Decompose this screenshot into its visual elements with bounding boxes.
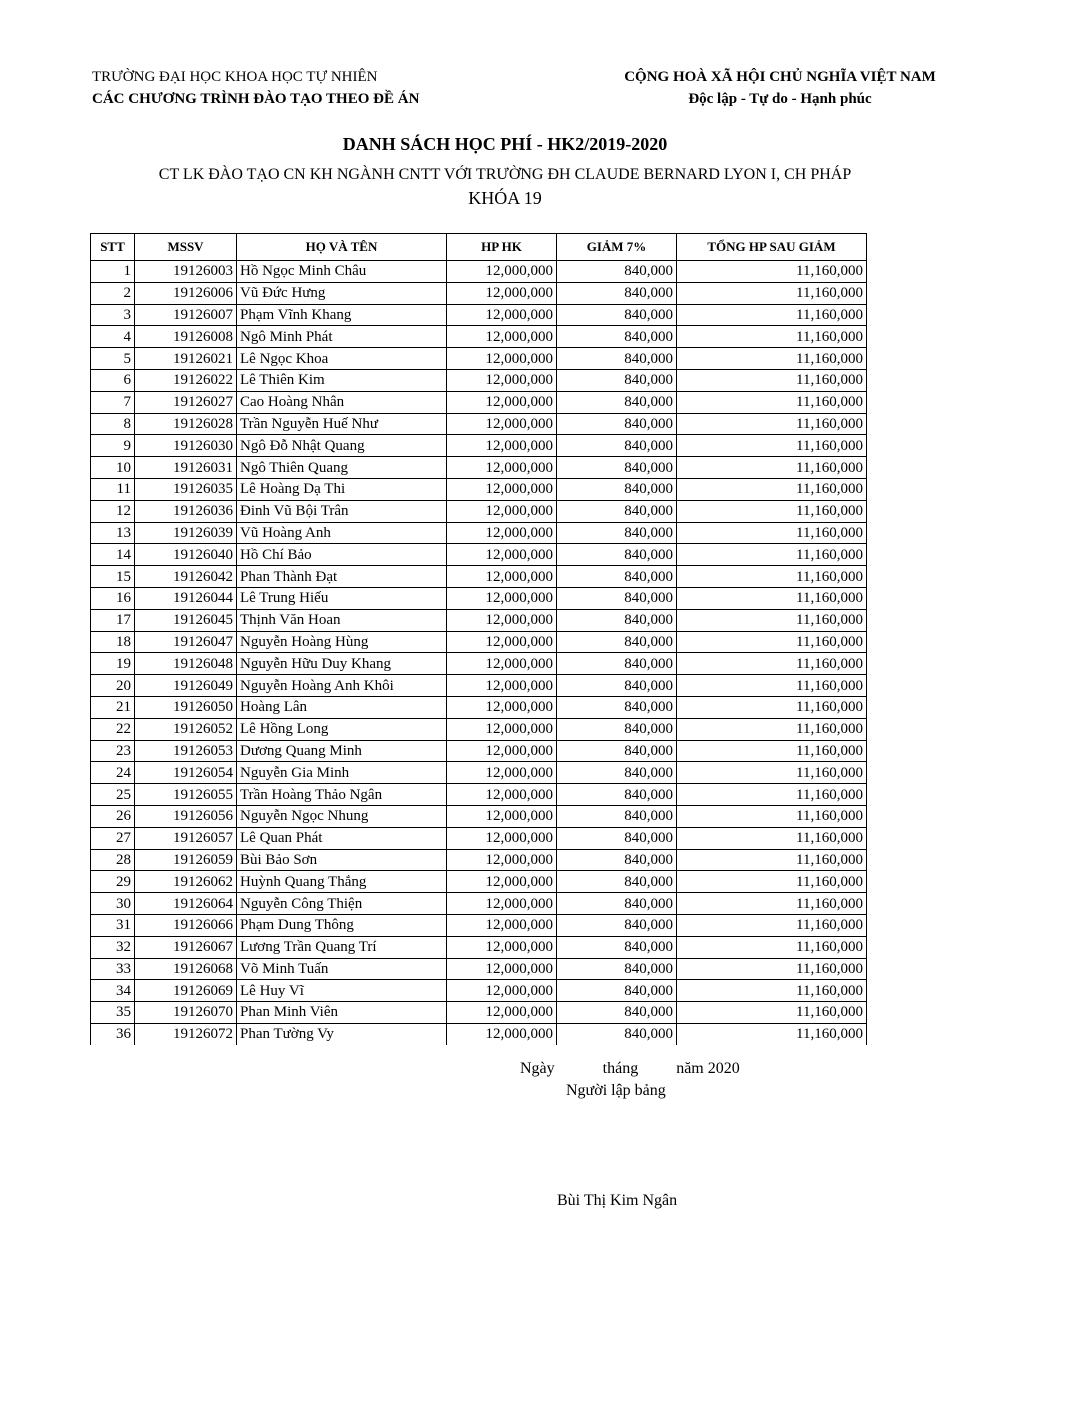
- cell-mssv: 19126049: [135, 675, 237, 697]
- table-row: [91, 457, 867, 479]
- table-row: [91, 566, 867, 588]
- document-subtitle: CT LK ĐÀO TẠO CN KH NGÀNH CNTT VỚI TRƯỜNG ĐH CLAUDE BERNARD LYON I, CH PHÁP: [158, 166, 852, 183]
- cell-fee: 12,000,000: [447, 261, 557, 283]
- cell-fee: 12,000,000: [447, 849, 557, 871]
- cell-mssv: 19126047: [135, 631, 237, 653]
- program-name: CÁC CHƯƠNG TRÌNH ĐÀO TẠO THEO ĐỀ ÁN: [92, 91, 420, 107]
- cell-total: 11,160,000: [677, 936, 867, 958]
- cell-name: Ngô Minh Phát: [237, 326, 447, 348]
- cell-discount: 840,000: [557, 1002, 677, 1024]
- cell-discount: 840,000: [557, 805, 677, 827]
- cell-fee: 12,000,000: [447, 413, 557, 435]
- cell-name: Nguyễn Gia Minh: [237, 762, 447, 784]
- cell-fee: 12,000,000: [447, 500, 557, 522]
- cell-discount: 840,000: [557, 827, 677, 849]
- cell-mssv: 19126057: [135, 827, 237, 849]
- cell-mssv: 19126066: [135, 914, 237, 936]
- country-name: CỘNG HOÀ XÃ HỘI CHỦ NGHĨA VIỆT NAM: [624, 69, 936, 85]
- motto: Độc lập - Tự do - Hạnh phúc: [688, 91, 872, 107]
- cell-mssv: 19126067: [135, 936, 237, 958]
- cell-mssv: 19126003: [135, 261, 237, 283]
- cell-name: Hoàng Lân: [237, 696, 447, 718]
- cell-name: Ngô Đỗ Nhật Quang: [237, 435, 447, 457]
- cell-fee: 12,000,000: [447, 914, 557, 936]
- table-row: [91, 740, 867, 762]
- cell-stt: 18: [91, 631, 135, 653]
- cell-name: Lương Trần Quang Trí: [237, 936, 447, 958]
- cell-fee: 12,000,000: [447, 631, 557, 653]
- cell-stt: 3: [91, 304, 135, 326]
- cell-discount: 840,000: [557, 631, 677, 653]
- cell-total: 11,160,000: [677, 282, 867, 304]
- table-row: [91, 391, 867, 413]
- cell-stt: 22: [91, 718, 135, 740]
- cell-fee: 12,000,000: [447, 544, 557, 566]
- cell-name: Võ Minh Tuấn: [237, 958, 447, 980]
- cell-discount: 840,000: [557, 958, 677, 980]
- cell-name: Lê Thiên Kim: [237, 369, 447, 391]
- cell-discount: 840,000: [557, 457, 677, 479]
- cell-total: 11,160,000: [677, 805, 867, 827]
- cell-stt: 30: [91, 893, 135, 915]
- table-row: [91, 762, 867, 784]
- cell-fee: 12,000,000: [447, 457, 557, 479]
- cell-name: Phan Minh Viên: [237, 1002, 447, 1024]
- cell-mssv: 19126030: [135, 435, 237, 457]
- cell-fee: 12,000,000: [447, 566, 557, 588]
- table-row: [91, 849, 867, 871]
- cell-stt: 29: [91, 871, 135, 893]
- cell-name: Bùi Bảo Sơn: [237, 849, 447, 871]
- cell-stt: 1: [91, 261, 135, 283]
- university-name: TRƯỜNG ĐẠI HỌC KHOA HỌC TỰ NHIÊN: [92, 69, 378, 85]
- cell-mssv: 19126006: [135, 282, 237, 304]
- cell-stt: 27: [91, 827, 135, 849]
- cell-total: 11,160,000: [677, 871, 867, 893]
- table-row: [91, 1023, 867, 1044]
- table-row: [91, 631, 867, 653]
- cell-discount: 840,000: [557, 696, 677, 718]
- cell-stt: 11: [91, 478, 135, 500]
- cell-name: Hồ Chí Bảo: [237, 544, 447, 566]
- cell-stt: 9: [91, 435, 135, 457]
- cell-total: 11,160,000: [677, 566, 867, 588]
- cell-name: Lê Ngọc Khoa: [237, 348, 447, 370]
- cell-discount: 840,000: [557, 980, 677, 1002]
- cell-fee: 12,000,000: [447, 587, 557, 609]
- table-row: [91, 326, 867, 348]
- cell-total: 11,160,000: [677, 413, 867, 435]
- cell-stt: 13: [91, 522, 135, 544]
- cell-total: 11,160,000: [677, 675, 867, 697]
- cell-discount: 840,000: [557, 261, 677, 283]
- signer-name: Bùi Thị Kim Ngân: [557, 1192, 678, 1209]
- cell-name: Thịnh Văn Hoan: [237, 609, 447, 631]
- cell-discount: 840,000: [557, 675, 677, 697]
- table-row: [91, 261, 867, 283]
- table-row: [91, 587, 867, 609]
- cell-mssv: 19126052: [135, 718, 237, 740]
- cell-name: Phan Thành Đạt: [237, 566, 447, 588]
- cell-fee: 12,000,000: [447, 936, 557, 958]
- cell-name: Lê Hoàng Dạ Thi: [237, 478, 447, 500]
- header-right: [560, 66, 1000, 110]
- cell-discount: 840,000: [557, 304, 677, 326]
- table-row: [91, 522, 867, 544]
- cell-name: Đinh Vũ Bội Trân: [237, 500, 447, 522]
- table-row: [91, 348, 867, 370]
- cell-fee: 12,000,000: [447, 805, 557, 827]
- cell-discount: 840,000: [557, 522, 677, 544]
- cell-discount: 840,000: [557, 609, 677, 631]
- year-label: năm 2020: [676, 1060, 740, 1077]
- cell-fee: 12,000,000: [447, 827, 557, 849]
- cell-stt: 25: [91, 784, 135, 806]
- cell-fee: 12,000,000: [447, 435, 557, 457]
- cell-mssv: 19126039: [135, 522, 237, 544]
- table-row: [91, 980, 867, 1002]
- cell-mssv: 19126064: [135, 893, 237, 915]
- col-header-stt: STT: [91, 234, 135, 261]
- cell-name: Phan Tường Vy: [237, 1023, 447, 1044]
- cell-fee: 12,000,000: [447, 369, 557, 391]
- cell-fee: 12,000,000: [447, 478, 557, 500]
- table-row: [91, 1002, 867, 1024]
- cell-total: 11,160,000: [677, 893, 867, 915]
- cell-total: 11,160,000: [677, 609, 867, 631]
- cell-stt: 26: [91, 805, 135, 827]
- table-row: [91, 413, 867, 435]
- cell-fee: 12,000,000: [447, 893, 557, 915]
- table-row: [91, 718, 867, 740]
- cell-name: Vũ Đức Hưng: [237, 282, 447, 304]
- table-row: [91, 544, 867, 566]
- cell-discount: 840,000: [557, 653, 677, 675]
- cell-fee: 12,000,000: [447, 1002, 557, 1024]
- cell-discount: 840,000: [557, 566, 677, 588]
- cell-name: Lê Huy Vĩ: [237, 980, 447, 1002]
- cell-discount: 840,000: [557, 871, 677, 893]
- cell-total: 11,160,000: [677, 827, 867, 849]
- cell-fee: 12,000,000: [447, 609, 557, 631]
- cell-total: 11,160,000: [677, 914, 867, 936]
- cell-total: 11,160,000: [677, 718, 867, 740]
- cell-stt: 16: [91, 587, 135, 609]
- cell-fee: 12,000,000: [447, 784, 557, 806]
- table-row: [91, 893, 867, 915]
- header-left: [92, 66, 532, 110]
- cell-stt: 17: [91, 609, 135, 631]
- cell-discount: 840,000: [557, 936, 677, 958]
- table-row: [91, 435, 867, 457]
- cell-stt: 2: [91, 282, 135, 304]
- cell-total: 11,160,000: [677, 457, 867, 479]
- cell-discount: 840,000: [557, 413, 677, 435]
- cell-total: 11,160,000: [677, 762, 867, 784]
- col-header-fee: HP HK: [447, 234, 557, 261]
- cell-mssv: 19126070: [135, 1002, 237, 1024]
- cell-name: Nguyễn Ngọc Nhung: [237, 805, 447, 827]
- cell-name: Dương Quang Minh: [237, 740, 447, 762]
- cell-mssv: 19126042: [135, 566, 237, 588]
- cell-discount: 840,000: [557, 348, 677, 370]
- cell-total: 11,160,000: [677, 653, 867, 675]
- cell-discount: 840,000: [557, 1023, 677, 1044]
- cell-fee: 12,000,000: [447, 718, 557, 740]
- cell-mssv: 19126062: [135, 871, 237, 893]
- cell-stt: 19: [91, 653, 135, 675]
- cell-total: 11,160,000: [677, 478, 867, 500]
- cell-mssv: 19126028: [135, 413, 237, 435]
- cell-name: Cao Hoàng Nhân: [237, 391, 447, 413]
- col-header-name: HỌ VÀ TÊN: [237, 234, 447, 261]
- cell-mssv: 19126035: [135, 478, 237, 500]
- cell-discount: 840,000: [557, 893, 677, 915]
- cell-stt: 4: [91, 326, 135, 348]
- cell-stt: 10: [91, 457, 135, 479]
- table-row: [91, 304, 867, 326]
- cell-discount: 840,000: [557, 784, 677, 806]
- cell-name: Lê Trung Hiếu: [237, 587, 447, 609]
- cell-mssv: 19126069: [135, 980, 237, 1002]
- cell-mssv: 19126054: [135, 762, 237, 784]
- cell-discount: 840,000: [557, 435, 677, 457]
- cell-total: 11,160,000: [677, 391, 867, 413]
- cell-fee: 12,000,000: [447, 326, 557, 348]
- table-row: [91, 958, 867, 980]
- cell-mssv: 19126021: [135, 348, 237, 370]
- table-row: [91, 784, 867, 806]
- cell-mssv: 19126059: [135, 849, 237, 871]
- cell-total: 11,160,000: [677, 1002, 867, 1024]
- table-row: [91, 871, 867, 893]
- cell-discount: 840,000: [557, 914, 677, 936]
- cell-total: 11,160,000: [677, 1023, 867, 1044]
- cell-mssv: 19126044: [135, 587, 237, 609]
- cell-total: 11,160,000: [677, 348, 867, 370]
- cell-mssv: 19126036: [135, 500, 237, 522]
- cell-total: 11,160,000: [677, 369, 867, 391]
- cell-total: 11,160,000: [677, 784, 867, 806]
- cell-fee: 12,000,000: [447, 304, 557, 326]
- table-row: [91, 282, 867, 304]
- table-row: [91, 609, 867, 631]
- cell-mssv: 19126050: [135, 696, 237, 718]
- cell-total: 11,160,000: [677, 261, 867, 283]
- table-row: [91, 500, 867, 522]
- cell-name: Phạm Vĩnh Khang: [237, 304, 447, 326]
- cell-fee: 12,000,000: [447, 522, 557, 544]
- cell-total: 11,160,000: [677, 696, 867, 718]
- cell-discount: 840,000: [557, 718, 677, 740]
- cell-stt: 15: [91, 566, 135, 588]
- cell-name: Lê Quan Phát: [237, 827, 447, 849]
- cell-name: Ngô Thiên Quang: [237, 457, 447, 479]
- cell-stt: 34: [91, 980, 135, 1002]
- table-row: [91, 827, 867, 849]
- cell-discount: 840,000: [557, 762, 677, 784]
- col-header-mssv: MSSV: [135, 234, 237, 261]
- cell-stt: 24: [91, 762, 135, 784]
- day-label: Ngày: [520, 1060, 555, 1077]
- col-header-discount: GIẢM 7%: [557, 234, 677, 261]
- cell-fee: 12,000,000: [447, 653, 557, 675]
- cell-total: 11,160,000: [677, 544, 867, 566]
- cell-stt: 21: [91, 696, 135, 718]
- cell-name: Trần Hoàng Thảo Ngân: [237, 784, 447, 806]
- cell-fee: 12,000,000: [447, 1023, 557, 1044]
- cell-mssv: 19126027: [135, 391, 237, 413]
- cell-fee: 12,000,000: [447, 980, 557, 1002]
- table-row: [91, 478, 867, 500]
- table-header-row: [91, 234, 867, 261]
- cell-fee: 12,000,000: [447, 740, 557, 762]
- cell-discount: 840,000: [557, 478, 677, 500]
- cell-stt: 7: [91, 391, 135, 413]
- cell-mssv: 19126072: [135, 1023, 237, 1044]
- cell-discount: 840,000: [557, 849, 677, 871]
- cell-stt: 6: [91, 369, 135, 391]
- cell-total: 11,160,000: [677, 304, 867, 326]
- col-header-total: TỔNG HP SAU GIẢM: [677, 234, 867, 261]
- cell-fee: 12,000,000: [447, 348, 557, 370]
- tuition-table: [90, 233, 867, 1045]
- cell-stt: 20: [91, 675, 135, 697]
- cell-fee: 12,000,000: [447, 762, 557, 784]
- cell-name: Nguyễn Hoàng Anh Khôi: [237, 675, 447, 697]
- cell-total: 11,160,000: [677, 500, 867, 522]
- table-row: [91, 805, 867, 827]
- cell-mssv: 19126045: [135, 609, 237, 631]
- table-row: [91, 936, 867, 958]
- cell-discount: 840,000: [557, 282, 677, 304]
- cell-stt: 23: [91, 740, 135, 762]
- cell-mssv: 19126007: [135, 304, 237, 326]
- cell-discount: 840,000: [557, 391, 677, 413]
- table-row: [91, 369, 867, 391]
- cell-total: 11,160,000: [677, 740, 867, 762]
- cell-mssv: 19126053: [135, 740, 237, 762]
- cell-discount: 840,000: [557, 326, 677, 348]
- cell-total: 11,160,000: [677, 631, 867, 653]
- table-row: [91, 653, 867, 675]
- cell-mssv: 19126040: [135, 544, 237, 566]
- cell-stt: 33: [91, 958, 135, 980]
- cell-name: Vũ Hoàng Anh: [237, 522, 447, 544]
- cell-total: 11,160,000: [677, 435, 867, 457]
- cell-mssv: 19126048: [135, 653, 237, 675]
- cell-discount: 840,000: [557, 544, 677, 566]
- cell-mssv: 19126068: [135, 958, 237, 980]
- cell-stt: 8: [91, 413, 135, 435]
- document-title: DANH SÁCH HỌC PHÍ - HK2/2019-2020: [342, 134, 668, 154]
- cell-name: Lê Hồng Long: [237, 718, 447, 740]
- cell-name: Nguyễn Công Thiện: [237, 893, 447, 915]
- cell-name: Huỳnh Quang Thắng: [237, 871, 447, 893]
- cell-mssv: 19126022: [135, 369, 237, 391]
- cell-stt: 12: [91, 500, 135, 522]
- cell-name: Trần Nguyễn Huế Như: [237, 413, 447, 435]
- cell-fee: 12,000,000: [447, 675, 557, 697]
- cell-discount: 840,000: [557, 369, 677, 391]
- cell-mssv: 19126031: [135, 457, 237, 479]
- cell-stt: 36: [91, 1023, 135, 1044]
- cell-total: 11,160,000: [677, 849, 867, 871]
- month-label: tháng: [602, 1060, 639, 1077]
- cell-discount: 840,000: [557, 740, 677, 762]
- cell-total: 11,160,000: [677, 522, 867, 544]
- cell-name: Nguyễn Hoàng Hùng: [237, 631, 447, 653]
- cell-mssv: 19126055: [135, 784, 237, 806]
- cell-stt: 28: [91, 849, 135, 871]
- cell-name: Hồ Ngọc Minh Châu: [237, 261, 447, 283]
- cell-mssv: 19126056: [135, 805, 237, 827]
- cell-stt: 14: [91, 544, 135, 566]
- cell-discount: 840,000: [557, 587, 677, 609]
- cell-name: Nguyễn Hữu Duy Khang: [237, 653, 447, 675]
- cell-total: 11,160,000: [677, 980, 867, 1002]
- cell-stt: 31: [91, 914, 135, 936]
- table-row: [91, 696, 867, 718]
- cell-stt: 35: [91, 1002, 135, 1024]
- cell-fee: 12,000,000: [447, 696, 557, 718]
- prepared-by-label: Người lập bảng: [566, 1082, 666, 1099]
- cell-fee: 12,000,000: [447, 391, 557, 413]
- cell-mssv: 19126008: [135, 326, 237, 348]
- cell-fee: 12,000,000: [447, 871, 557, 893]
- cell-fee: 12,000,000: [447, 282, 557, 304]
- table-row: [91, 675, 867, 697]
- cohort-label: KHÓA 19: [468, 188, 542, 208]
- cell-stt: 5: [91, 348, 135, 370]
- cell-stt: 32: [91, 936, 135, 958]
- table-row: [91, 914, 867, 936]
- cell-fee: 12,000,000: [447, 958, 557, 980]
- cell-discount: 840,000: [557, 500, 677, 522]
- cell-total: 11,160,000: [677, 326, 867, 348]
- cell-total: 11,160,000: [677, 587, 867, 609]
- cell-total: 11,160,000: [677, 958, 867, 980]
- cell-name: Phạm Dung Thông: [237, 914, 447, 936]
- date-line: [520, 1060, 740, 1078]
